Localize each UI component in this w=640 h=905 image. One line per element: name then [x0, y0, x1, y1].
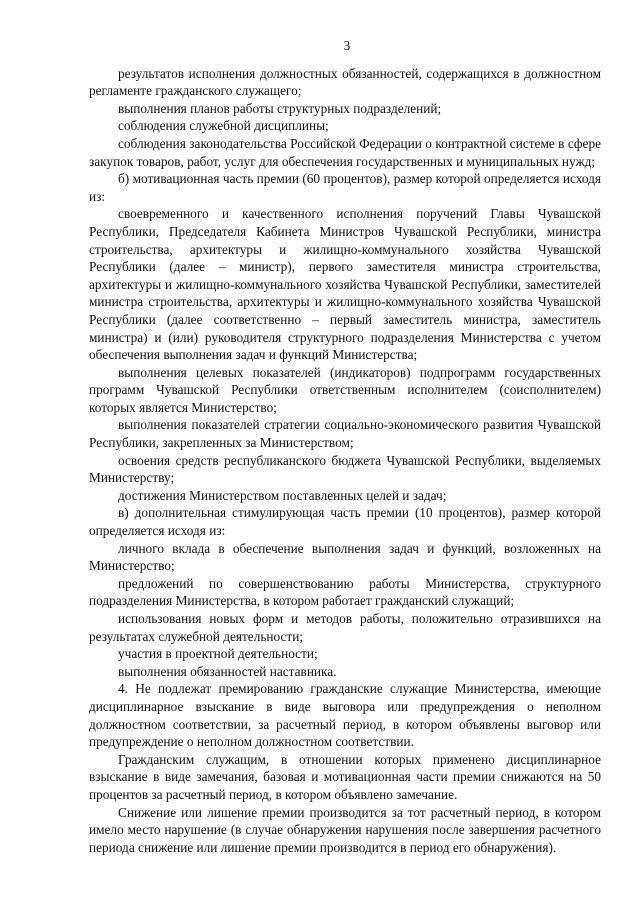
paragraph: достижения Министерством поставленных целей и задач;: [118, 487, 447, 503]
paragraph: соблюдения служебной дисциплины;: [118, 118, 329, 134]
paragraph: б) мотивационная часть премии (60 процентов), размер которой определяется исходя из:: [89, 171, 601, 204]
paragraph: Снижение или лишение премии производится за тот расчетный период, в котором имело место нарушение (в случае обнаружения нарушения после завершения расчетного периода снижение или лишение премии производится в период его обнаружения).: [89, 804, 601, 855]
paragraph: Гражданским служащим, в отношении которых применено дисциплинарное взыскание в виде замечания, базовая и мотивационная части премии снижаются на 50 процентов за расчетный период, в котором объявлено замечание.: [89, 751, 601, 802]
paragraph: выполнения показателей стратегии социально-экономического развития Чувашской Республики, закрепленных за Министерством;: [89, 417, 601, 451]
paragraph: участия в проектной деятельности;: [118, 646, 318, 662]
paragraph: соблюдения законодательства Российской Федерации о контрактной системе в сфере закупок товаров, работ, услуг для обеспечения государственных и муниципальных нужд;: [89, 135, 601, 169]
paragraph: освоения средств республиканского бюджета Чувашской Республики, выделяемых Министерству;: [89, 452, 601, 486]
paragraph: личного вклада в обеспечение выполнения задач и функций, возложенных на Министерство;: [89, 540, 601, 574]
paragraph: выполнения обязанностей наставника.: [118, 663, 337, 679]
paragraph: предложений по совершенствованию работы Министерства, структурного подразделения Министерства, в котором работает гражданский служащий;: [89, 575, 601, 609]
paragraph: выполнения целевых показателей (индикаторов) подпрограмм государственных программ Чувашской Республики ответственным исполнителем (соисполнителем) которых является Министерство;: [89, 364, 601, 415]
paragraph: своевременного и качественного исполнения поручений Главы Чувашской Республики, Председателя Кабинета Министров Чувашской Республики, министра строительства, архитектуры и жилищно-коммунального хозяйства Чувашской Республики (далее – министр), первого заместителя министра строительства, архитектуры и жилищно-коммунального хозяйства Чувашской Республики, заместителей министра строительства, архитектуры и жилищно-коммунального хозяйства Чувашской Республики (далее соответственно – первый заместитель министра, заместитель министра) и (или) руководителя структурного подразделения Министерства с учетом обеспечения выполнения задач и функций Министерства;: [89, 206, 601, 363]
paragraph: в) дополнительная стимулирующая часть премии (10 процентов), размер которой определяется исходя из:: [89, 505, 601, 539]
paragraph: использования новых форм и методов работы, положительно отразившихся на результатах служебной деятельности;: [89, 611, 601, 644]
page-number: 3: [343, 38, 351, 53]
paragraph: 4. Не подлежат премированию гражданские служащие Министерства, имеющие дисциплинарное взыскание в виде выговора или предупреждения о неполном должностном соответствии, за расчетный период, в котором объявлены выговор или предупреждение о неполном должностном соответствии.: [89, 681, 601, 750]
paragraph: результатов исполнения должностных обязанностей, содержащихся в должностном регламенте гражданского служащего;: [89, 65, 601, 99]
paragraph: выполнения планов работы структурных подразделений;: [118, 100, 442, 116]
